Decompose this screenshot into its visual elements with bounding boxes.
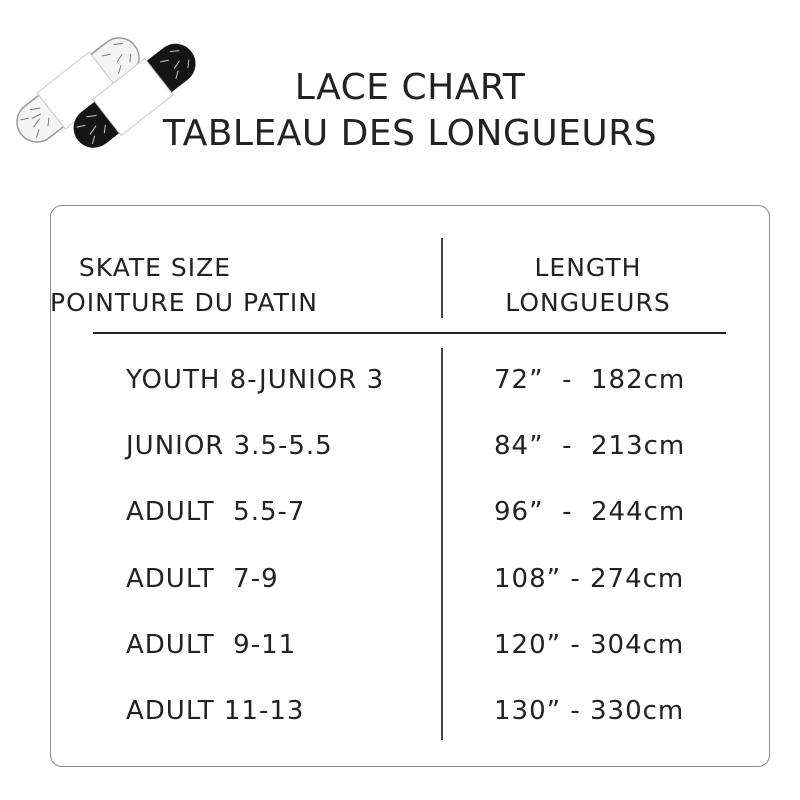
page-title-french: TABLEAU DES LONGUEURS <box>162 113 658 154</box>
table-cell-length: 84” - 213cm <box>494 431 686 461</box>
table-cell-length: 108” - 274cm <box>494 564 685 594</box>
table-cell-size: JUNIOR 3.5-5.5 <box>126 431 333 461</box>
table-cell-size: YOUTH 8-JUNIOR 3 <box>126 365 385 395</box>
table-cell-size: ADULT 7-9 <box>126 564 279 594</box>
column-header-skate-size-french: POINTURE DU PATIN <box>50 288 318 317</box>
table-cell-size: ADULT 5.5-7 <box>126 497 306 527</box>
column-header-length: LENGTH <box>534 253 642 282</box>
table-cell-length: 72” - 182cm <box>494 365 686 395</box>
header-row-divider <box>93 332 726 334</box>
body-column-divider <box>441 348 443 740</box>
column-header-length-french: LONGUEURS <box>505 288 671 317</box>
table-cell-size: ADULT 11-13 <box>126 696 305 726</box>
header-column-divider <box>441 238 443 318</box>
table-cell-length: 130” - 330cm <box>494 696 685 726</box>
column-header-skate-size: SKATE SIZE <box>78 253 232 282</box>
table-cell-length: 120” - 304cm <box>494 630 685 660</box>
table-cell-size: ADULT 9-11 <box>126 630 297 660</box>
table-cell-length: 96” - 244cm <box>494 497 686 527</box>
page-title: LACE CHART <box>294 67 526 108</box>
